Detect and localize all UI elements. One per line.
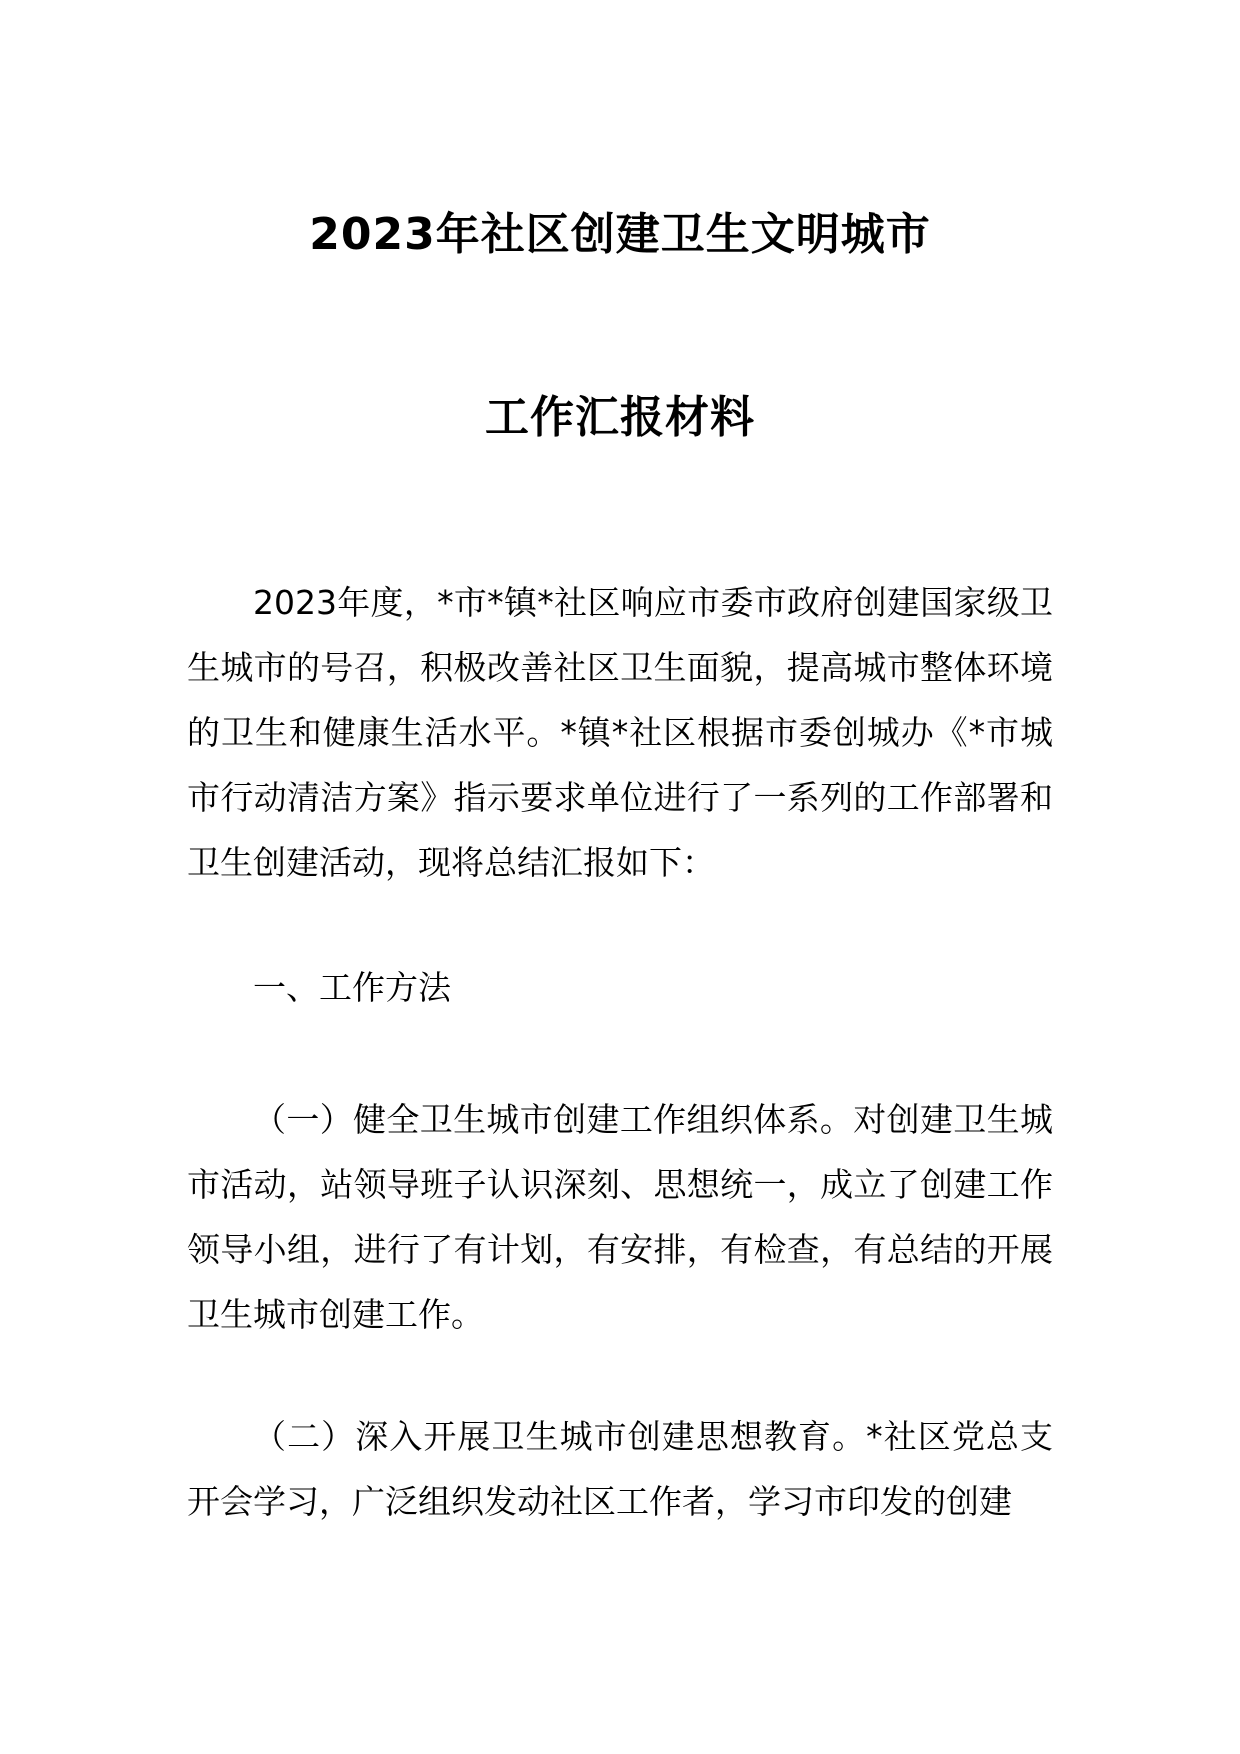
subsection-paragraph-2: （二）深入开展卫生城市创建思想教育。*社区党总支开会学习，广泛组织发动社区工作者，学习市印发的创建 [187,1417,1053,1521]
document-title-line-2: 工作汇报材料 [485,392,755,443]
document-title-line-1: 2023年社区创建卫生文明城市 [309,209,931,260]
intro-paragraph: 2023年度，*市*镇*社区响应市委市政府创建国家级卫生城市的号召，积极改善社区卫生面貌，提高城市整体环境的卫生和健康生活水平。*镇*社区根据市委创城办《*市城市行动清洁方案》指示要求单位进行了一系列的工作部署和卫生创建活动，现将总结汇报如下： [187,583,1053,882]
section-heading-work-methods: 一、工作方法 [253,968,451,1007]
subsection-paragraph-1: （一）健全卫生城市创建工作组织体系。对创建卫生城市活动，站领导班子认识深刻、思想统一，成立了创建工作领导小组，进行了有计划，有安排，有检查，有总结的开展卫生城市创建工作。 [187,1100,1053,1334]
